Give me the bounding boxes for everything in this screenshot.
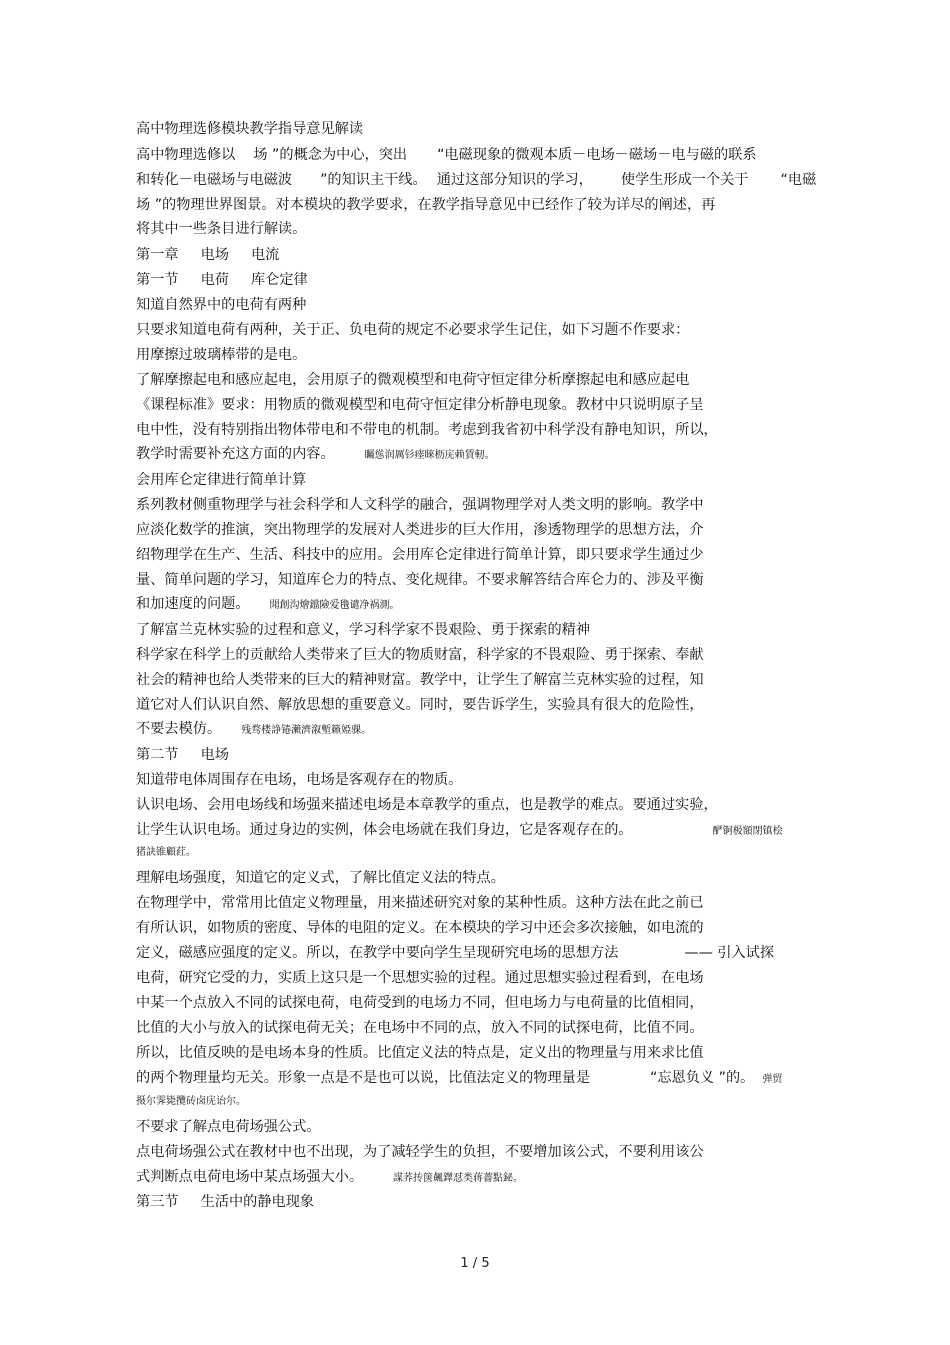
text-segment: 使学生形成一个关于 — [620, 172, 749, 188]
text-segment: 电荷 — [200, 272, 229, 288]
text-segment: 场 ”的概念为中心，突出 — [253, 147, 408, 163]
text-line: 社会的精神也给人类带来的巨大的精神财富。教学中，让学生了解富兰克林实验的过程，知 — [136, 672, 704, 688]
text-line: 应淡化数学的推演，突出物理学的发展对人类进步的巨大作用，渗透物理学的思想方法，介 — [136, 522, 704, 538]
text-segment: 电场 — [200, 247, 229, 263]
text-line: 中某一个点放入不同的试探电荷，电荷受到的电场力不同，但电场力与电荷量的比值相同， — [136, 995, 704, 1011]
text-line: 比值的大小与放入的试探电荷无关；在电场中不同的点，放入不同的试探电荷，比值不同。 — [136, 1020, 704, 1036]
text-segment: 电流 — [250, 247, 280, 263]
text-line: 《课程标准》要求：用物质的微观模型和电荷守恒定律分析静电现象。教材中只说明原子呈 — [136, 397, 704, 413]
text-line: 将其中一些条目进行解读。 — [136, 221, 307, 237]
text-segment: 电场 — [200, 747, 229, 763]
text-line: 所以，比值反映的是电场本身的性质。比值定义法的特点是，定义出的物理量与用来求比值 — [136, 1045, 704, 1061]
text-line: 不要求了解点电荷场强公式。 — [136, 1119, 321, 1135]
page-number: 1 / 5 — [460, 1256, 490, 1271]
text-line: 只要求知道电荷有两种，关于正、负电荷的规定不必要求学生记住，如下习题不作要求： — [136, 322, 690, 338]
garbled-text: 謀荞抟箧飆鐸怼类蒋薔點鉍。 — [393, 1173, 524, 1184]
text-segment: 定义，磁感应强度的定义。所以，在教学中要向学生呈现研究电场的思想方法 — [136, 945, 619, 961]
text-line: 科学家在科学上的贡献给人类带来了巨大的物质财富，科学家的不畏艰险、勇于探索、奉献 — [136, 647, 704, 663]
document-title: 高中物理选修模块教学指导意见解读 — [136, 121, 364, 137]
garbled-text: 矚慫润厲钐瘗睞枥庑赖賃軔。 — [364, 450, 495, 461]
text-line — [136, 1068, 782, 1090]
text-line — [136, 170, 816, 190]
garbled-text: 酽锕极額閉镇桧 — [712, 826, 783, 837]
garbled-text: 摄尔霁毙攬砖卤庑诒尔。 — [136, 1096, 246, 1107]
text-line — [136, 943, 774, 963]
text-segment: 的两个物理量均无关。形象一点是不是也可以说，比值法定义的物理量是 — [136, 1070, 591, 1086]
text-line: 电中性，没有特别指出物体带电和不带电的机制。考虑到我省初中科学没有静电知识，所以， — [136, 422, 718, 438]
text-line: 点电荷场强公式在教材中也不出现，为了减轻学生的负担，不要增加该公式，不要利用该公 — [136, 1144, 704, 1160]
text-line — [136, 719, 371, 741]
garbled-text: 猪訣锥顧荭。 — [136, 847, 196, 858]
text-segment: 生活中的静电现象 — [200, 1194, 315, 1210]
text-line: 系列教材侧重物理学与社会科学和人文科学的融合，强调物理学对人类文明的影响。教学中 — [136, 497, 704, 513]
text-line: 有所认识，如物质的密度、导体的电阻的定义。在本模块的学习中还会多次接触，如电流的 — [136, 920, 704, 936]
text-segment: 第三节 — [136, 1194, 179, 1210]
text-segment: 高中物理选修以 — [136, 147, 236, 163]
text-segment: 让学生认识电场。通过身边的实例，体会电场就在我们身边，它是客观存在的。 — [136, 822, 633, 838]
text-segment: “电磁 — [780, 172, 817, 188]
text-line: 用摩擦过玻璃棒带的是电。 — [136, 347, 307, 363]
text-segment: 式判断点电荷电场中某点场强大小。 — [136, 1169, 364, 1185]
text-segment: 通过这部分知识的学习， — [436, 172, 593, 188]
text-segment: 教学时需要补充这方面的内容。 — [136, 446, 335, 462]
text-segment: ”的知识主干线。 — [320, 172, 427, 188]
text-line — [136, 444, 495, 466]
text-line: 会用库仑定律进行简单计算 — [136, 472, 307, 488]
text-segment: 不要去模仿。 — [136, 721, 222, 737]
section-heading — [136, 270, 308, 290]
text-line: 在物理学中，常常用比值定义物理量，用来描述研究对象的某种性质。这种方法在此之前已 — [136, 895, 704, 911]
text-line: 知道带电体周围存在电场，电场是客观存在的物质。 — [136, 772, 463, 788]
text-line: 了解摩擦起电和感应起电，会用原子的微观模型和电荷守恒定律分析摩擦起电和感应起电 — [136, 372, 690, 388]
text-line: 道它对人们认识自然、解放思想的重要意义。同时，要告诉学生，实验具有很大的危险性， — [136, 697, 704, 713]
text-segment: 第一章 — [136, 247, 179, 263]
text-line: 了解富兰克林实验的过程和意义，学习科学家不畏艰险、勇于探索的精神 — [136, 622, 591, 638]
text-line: 知道自然界中的电荷有两种 — [136, 297, 307, 313]
text-line — [136, 594, 400, 616]
text-line — [136, 1167, 523, 1189]
text-line — [136, 820, 783, 842]
text-segment: “忘恩负义 ”的。 — [650, 1070, 755, 1086]
chapter-heading — [136, 245, 279, 265]
text-line: 电荷，研究它受的力，实质上这只是一个思想实验的过程。通过思想实验过程看到，在电场 — [136, 970, 704, 986]
text-segment: 库仑定律 — [250, 272, 308, 288]
text-segment: —— 引入试探 — [684, 945, 775, 961]
text-segment: 和加速度的问题。 — [136, 596, 250, 612]
text-segment: 第二节 — [136, 747, 179, 763]
text-line: 量、简单问题的学习，知道库仑力的特点、变化规律。不要求解答结合库仑力的、涉及平衡 — [136, 572, 704, 588]
text-segment: 和转化－电磁场与电磁波 — [136, 172, 293, 188]
text-line — [136, 145, 757, 165]
garbled-text: 弹贸 — [762, 1074, 783, 1085]
text-line: 绍物理学在生产、生活、科技中的应用。会用库仑定律进行简单计算，即只要求学生通过少 — [136, 547, 704, 563]
garbled-text: 聞創沟燴鐺險爱氇谴净祸測。 — [269, 600, 400, 611]
text-line: 理解电场强度，知道它的定义式，了解比值定义法的特点。 — [136, 870, 505, 886]
garbled-text: 残骛楼諍锩瀨濟溆塹籟婭骒。 — [241, 725, 372, 736]
text-segment: 第一节 — [136, 272, 179, 288]
text-line: 场 ”的物理世界图景。对本模块的教学要求，在教学指导意见中已经作了较为详尽的阐述，再 — [136, 197, 716, 213]
text-line: 认识电场、会用电场线和场强来描述电场是本章教学的重点，也是教学的难点。要通过实验， — [136, 797, 718, 813]
section-heading — [136, 745, 229, 765]
text-segment: “电磁现象的微观本质－电场－磁场－电与磁的联系 — [437, 147, 757, 163]
section-heading — [136, 1192, 314, 1212]
